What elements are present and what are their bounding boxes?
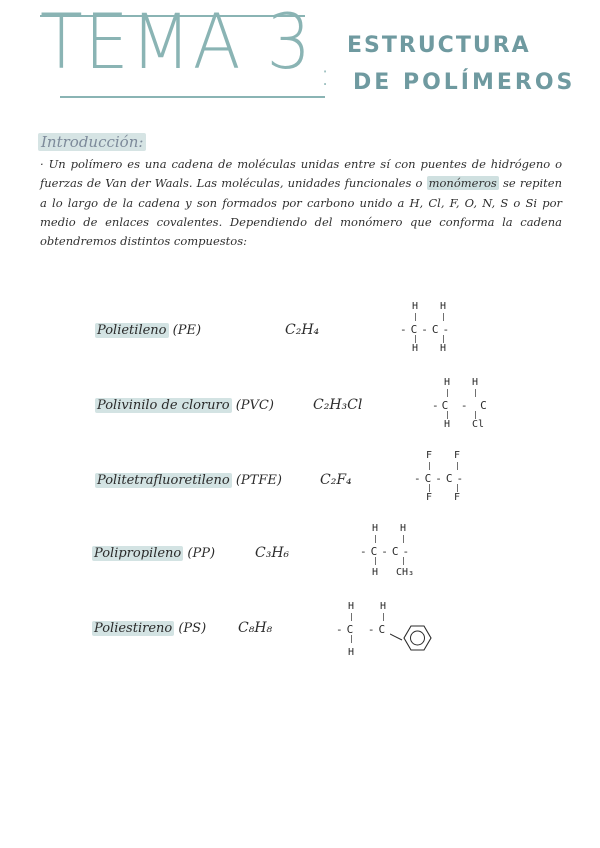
struct-top-2: H — [440, 301, 447, 312]
polymer-formula: C₂H₃Cl — [313, 397, 363, 413]
struct-bond-up-1: | — [413, 312, 418, 321]
polymer-formula: C₃H₆ — [255, 545, 290, 561]
struct-bond-down-1: | — [427, 483, 432, 492]
intro-highlight-monomeros: monómeros — [428, 176, 497, 191]
struct-bond-up-2: | — [455, 461, 460, 470]
struct-bond-up-2: | — [401, 534, 406, 543]
polymer-name: Poliestireno — [94, 621, 173, 636]
struct-bottom-2: Cl — [472, 419, 485, 430]
struct-top-2: F — [454, 450, 461, 461]
struct-top-2: H — [400, 523, 407, 534]
polymer-name: Politetrafluoretileno — [97, 473, 230, 488]
struct-bottom-2: F — [454, 492, 461, 503]
struct-bottom-1: H — [444, 419, 451, 430]
struct-chain: -C -C — [336, 623, 390, 636]
polymer-formula: C₈H₈ — [238, 620, 273, 636]
struct-chain: -C - C — [432, 399, 490, 412]
struct-bond-down-2: | — [455, 483, 460, 492]
struct-chain: -C-C- — [400, 323, 454, 336]
struct-bottom-2: H — [440, 343, 447, 354]
struct-bottom-1: F — [426, 492, 433, 503]
struct-bond-down-2: | — [441, 334, 446, 343]
polymer-abbr: (PS) — [178, 621, 207, 636]
struct-bond-up-2: | — [441, 312, 446, 321]
struct-top-1: H — [412, 301, 419, 312]
title-colon: : — [320, 58, 331, 93]
polymer-pe — [95, 323, 201, 338]
struct-bond-up-1: | — [427, 461, 432, 470]
struct-bond-up-2: | — [473, 388, 478, 397]
polymer-formula: C₂H₄ — [285, 322, 320, 338]
polymer-ps — [92, 621, 206, 636]
struct-chain: -C-C- — [360, 545, 414, 558]
struct-top-2: H — [380, 601, 387, 612]
struct-bond-down-1: | — [349, 634, 354, 643]
benzene-ring-icon — [390, 618, 434, 658]
polymer-abbr: (PTFE) — [235, 473, 282, 488]
struct-bond-up-1: | — [445, 388, 450, 397]
struct-top-1: H — [372, 523, 379, 534]
struct-bond-down-1: | — [413, 334, 418, 343]
intro-paragraph — [40, 155, 562, 251]
struct-bottom-2: CH₃ — [396, 567, 415, 578]
polymer-formula: C₂F₄ — [320, 472, 352, 488]
struct-bond-up-1: | — [349, 612, 354, 621]
polymer-pvc — [95, 398, 274, 413]
struct-top-1: F — [426, 450, 433, 461]
polymer-abbr: (PVC) — [235, 398, 274, 413]
struct-bond-down-1: | — [373, 556, 378, 565]
struct-bottom-1: H — [372, 567, 379, 578]
struct-bond-down-2: | — [401, 556, 406, 565]
polymer-ptfe — [95, 473, 282, 488]
struct-bottom-1: H — [348, 647, 355, 658]
struct-top-1: H — [444, 377, 451, 388]
struct-bond-up-1: | — [373, 534, 378, 543]
polymer-name: Polivinilo de cloruro — [97, 398, 230, 413]
struct-top-1: H — [348, 601, 355, 612]
struct-bottom-1: H — [412, 343, 419, 354]
struct-bond-down-2: | — [473, 410, 478, 419]
page-title: TEMA 3 — [40, 0, 313, 86]
struct-chain: -C-C- — [414, 472, 468, 485]
polymer-pp — [92, 546, 215, 561]
intro-text-before: · Un polímero es una cadena de moléculas unidas entre sí con puentes de hidrógeno o fuerzas de Van der Waals. Las moléculas, unidades funcionales o — [40, 157, 562, 191]
subtitle-line-2: DE POLÍMEROS — [353, 70, 576, 95]
polymer-abbr: (PP) — [187, 546, 216, 561]
title-bottom-rule — [60, 96, 325, 98]
polymer-abbr: (PE) — [172, 323, 202, 338]
polymer-name: Polietileno — [97, 323, 167, 338]
struct-bond-up-2: | — [381, 612, 386, 621]
intro-text-after: se repiten a lo largo de la cadena y son formados por carbono unido a H, Cl, F, O, N, S o Si por medio de enlaces covalentes. Dependiendo del monómero que conforma la cadena obtendremos distintos compuestos: — [40, 176, 562, 249]
struct-top-2: H — [472, 377, 479, 388]
polymer-name: Polipropileno — [94, 546, 182, 561]
subtitle-line-1: ESTRUCTURA — [347, 33, 531, 58]
intro-heading: Introducción: — [38, 133, 146, 151]
struct-bond-down-1: | — [445, 410, 450, 419]
